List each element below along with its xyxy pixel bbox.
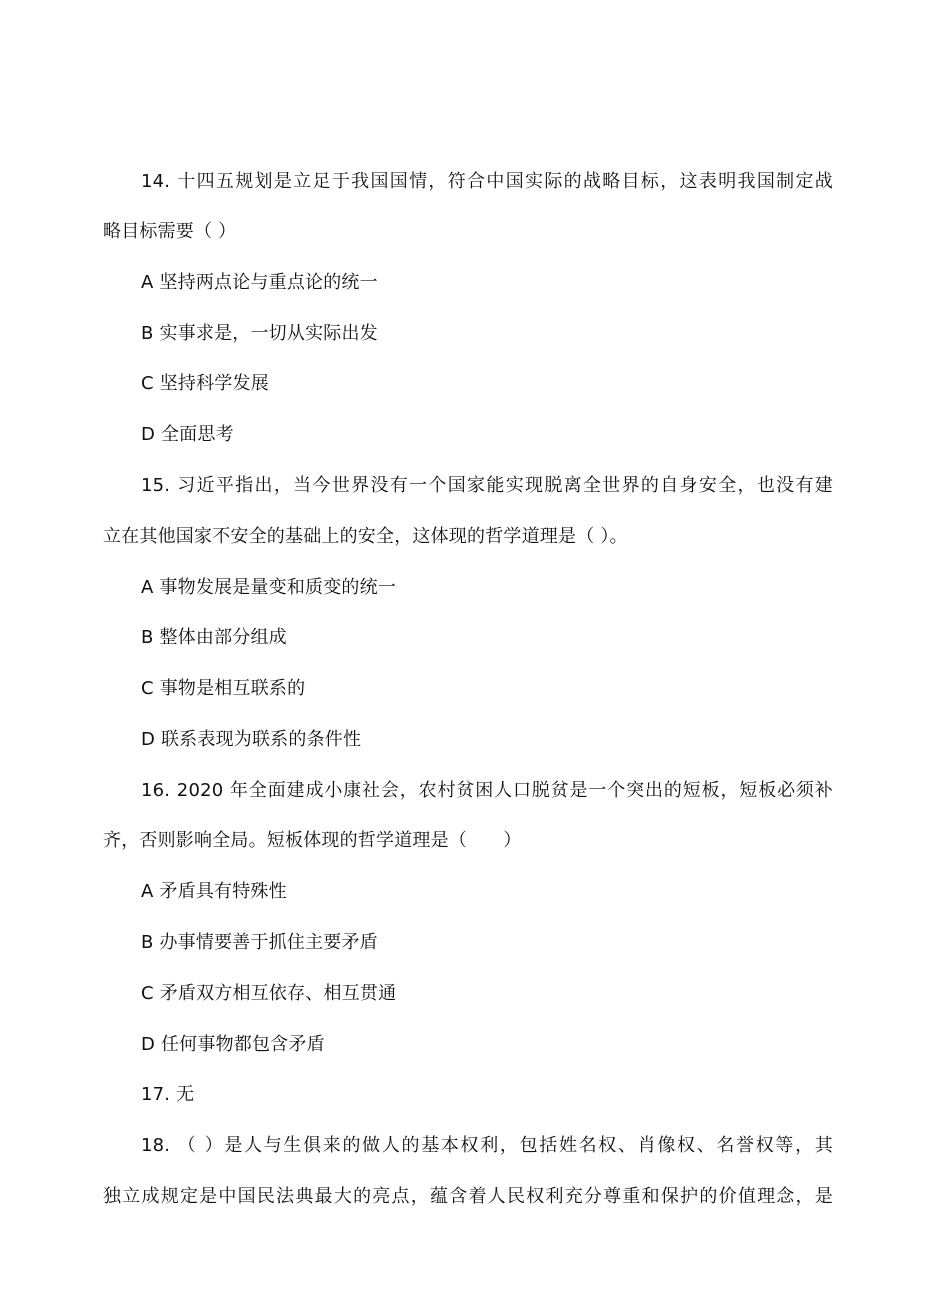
- question-14-option-a: A 坚持两点论与重点论的统一: [141, 272, 378, 293]
- question-18-stem-line-1: 18. （ ）是人与生俱来的做人的基本权利，包括姓名权、肖像权、名誉权等，其: [141, 1135, 833, 1156]
- question-16-option-a: A 矛盾具有特殊性: [141, 881, 287, 902]
- question-15-option-c: C 事物是相互联系的: [141, 678, 306, 699]
- question-15-stem-line-2: 立在其他国家不安全的基础上的安全，这体现的哲学道理是（ ）。: [103, 526, 628, 547]
- question-14-stem-line-1: 14. 十四五规划是立足于我国国情，符合中国实际的战略目标，这表明我国制定战: [141, 171, 833, 192]
- question-16-option-d: D 任何事物都包含矛盾: [141, 1034, 325, 1055]
- question-18-stem-line-2: 独立成规定是中国民法典最大的亮点，蕴含着人民权利充分尊重和保护的价值理念，是: [103, 1186, 833, 1207]
- question-15-option-b: B 整体由部分组成: [141, 627, 287, 648]
- question-14-option-d: D 全面思考: [141, 424, 234, 445]
- question-15-stem-line-1: 15. 习近平指出，当今世界没有一个国家能实现脱离全世界的自身安全，也没有建: [141, 475, 833, 496]
- question-14-option-c: C 坚持科学发展: [141, 373, 269, 394]
- question-16-option-c: C 矛盾双方相互依存、相互贯通: [141, 983, 397, 1004]
- question-15-option-a: A 事物发展是量变和质变的统一: [141, 577, 397, 598]
- question-14-option-b: B 实事求是，一切从实际出发: [141, 323, 378, 344]
- question-16-stem-line-2: 齐，否则影响全局。短板体现的哲学道理是（ ）: [103, 830, 522, 851]
- question-17-stem: 17. 无: [141, 1084, 195, 1105]
- question-15-option-d: D 联系表现为联系的条件性: [141, 729, 362, 750]
- question-16-option-b: B 办事情要善于抓住主要矛盾: [141, 932, 378, 953]
- question-16-stem-line-1: 16. 2020 年全面建成小康社会，农村贫困人口脱贫是一个突出的短板，短板必须补: [141, 780, 833, 801]
- question-14-stem-line-2: 略目标需要（ ）: [103, 221, 237, 242]
